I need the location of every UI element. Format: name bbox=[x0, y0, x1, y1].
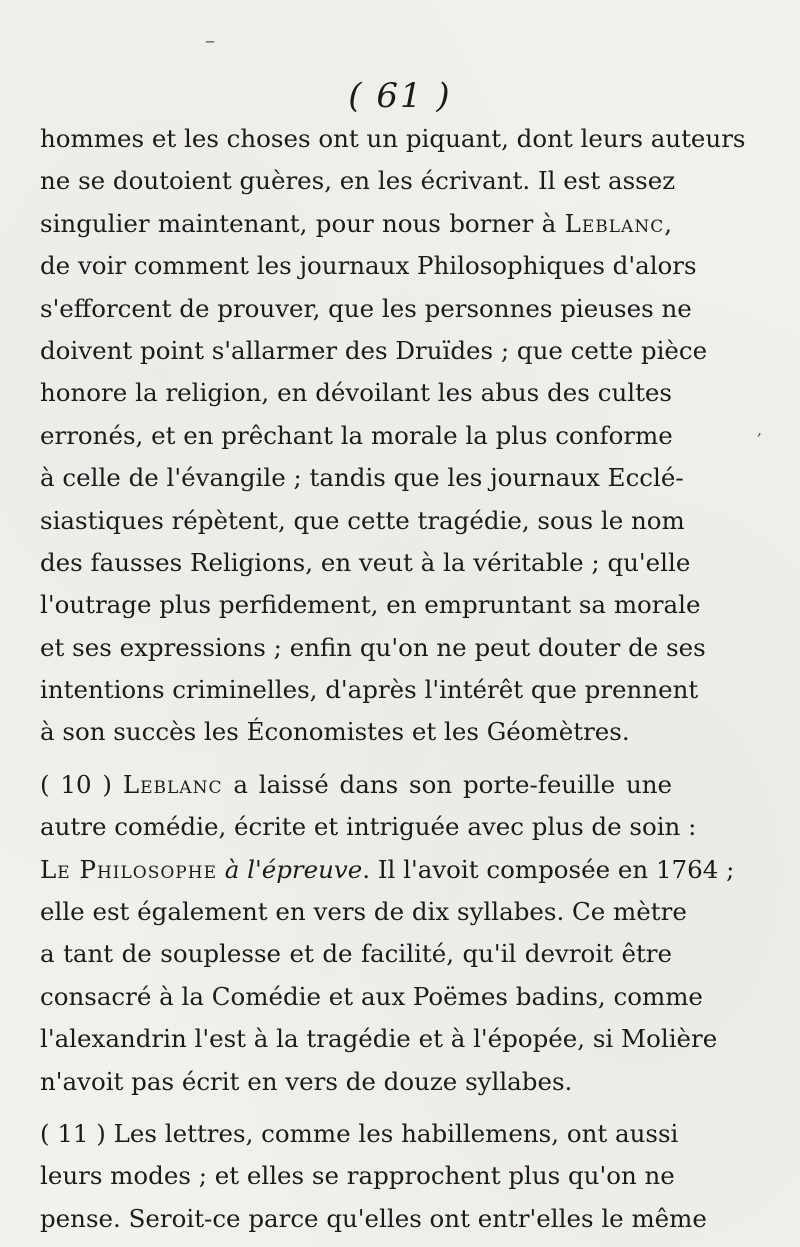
text-line: a tant de souplesse et de facilité, qu'il devroit être bbox=[40, 939, 672, 969]
paragraph-continuation bbox=[40, 118, 746, 754]
text-line: des fausses Religions, en veut à la véritable ; qu'elle bbox=[40, 547, 691, 577]
text-line: leurs modes ; et elles se rapprochent plus qu'on ne bbox=[40, 1161, 675, 1191]
text-line: s'efforcent de prouver, que les personnes pieuses ne bbox=[40, 293, 692, 323]
text-line: singulier maintenant, pour nous borner à Leblanc, bbox=[40, 208, 672, 238]
text-line: n'avoit pas écrit en vers de douze syllabes. bbox=[40, 1066, 573, 1096]
text-line: consacré à la Comédie et aux Poëmes badins, comme bbox=[40, 981, 703, 1011]
text-line: ( 10 ) Leblanc a laissé dans son porte-feuille une bbox=[40, 769, 673, 799]
text-line: et ses expressions ; enfin qu'on ne peut douter de ses bbox=[40, 632, 706, 662]
text-line: l'outrage plus perfidement, en empruntant sa morale bbox=[40, 590, 701, 620]
text-line: honore la religion, en dévoilant les abus des cultes bbox=[40, 378, 672, 408]
text-line: Le Philosophe à l'épreuve. Il l'avoit composée en 1764 ; bbox=[40, 854, 735, 884]
note-10-paragraph bbox=[40, 764, 735, 1103]
text-line: pense. Seroit-ce parce qu'elles ont entr'elles le même bbox=[40, 1203, 707, 1233]
text-block bbox=[40, 118, 746, 1240]
text-line: ( 11 ) Les lettres, comme les habillemens, ont aussi bbox=[40, 1118, 679, 1148]
page-number: ( 61 ) bbox=[348, 76, 452, 116]
note-11-paragraph bbox=[40, 1113, 707, 1240]
text-line: à son succès les Économistes et les Géomètres. bbox=[40, 717, 630, 747]
text-line: l'alexandrin l'est à la tragédie et à l'épopée, si Molière bbox=[40, 1024, 718, 1054]
text-line: siastiques répètent, que cette tragédie, sous le nom bbox=[40, 505, 685, 535]
text-line: ne se doutoient guères, en les écrivant. Il est assez bbox=[40, 166, 676, 196]
text-line: intentions criminelles, d'après l'intérêt que prennent bbox=[40, 675, 699, 705]
text-line: erronés, et en prêchant la morale la plus conforme bbox=[40, 420, 673, 450]
stray-mark: , bbox=[757, 420, 763, 439]
text-line: de voir comment les journaux Philosophiques d'alors bbox=[40, 251, 697, 281]
stray-mark: – bbox=[205, 28, 215, 52]
text-line: doivent point s'allarmer des Druïdes ; que cette pièce bbox=[40, 335, 708, 365]
text-line: à celle de l'évangile ; tandis que les journaux Ecclé- bbox=[40, 463, 684, 493]
text-line: hommes et les choses ont un piquant, dont leurs auteurs bbox=[40, 124, 746, 153]
text-line: autre comédie, écrite et intriguée avec plus de soin : bbox=[40, 812, 697, 842]
text-line: elle est également en vers de dix syllabes. Ce mètre bbox=[40, 897, 687, 927]
